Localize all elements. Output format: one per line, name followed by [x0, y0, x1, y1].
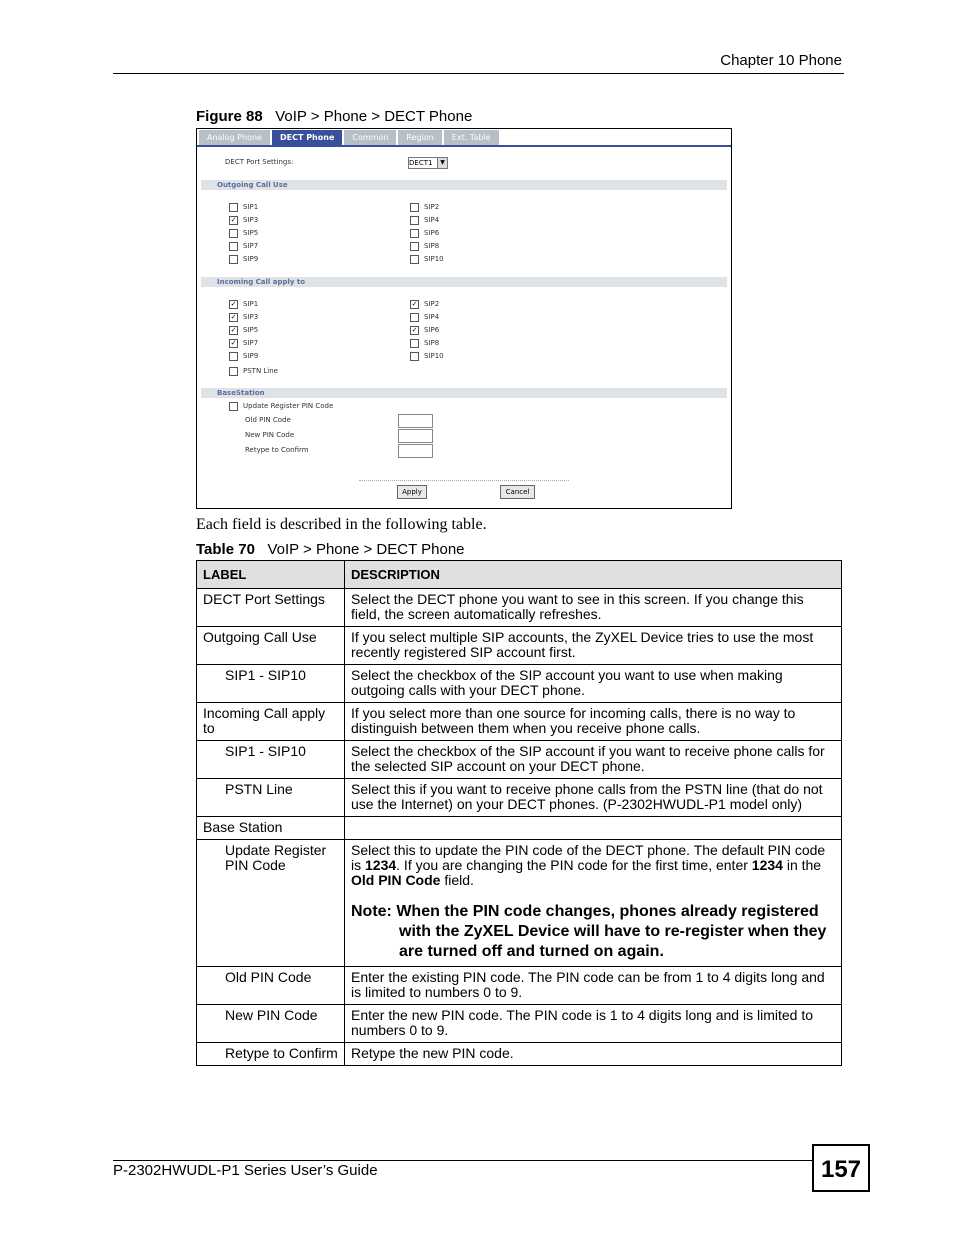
header-label: LABEL: [197, 561, 345, 589]
basestation-section-title: BaseStation: [217, 389, 265, 397]
incoming-checkbox-sip4[interactable]: [410, 313, 419, 322]
outgoing-label-sip4: SIP4: [424, 216, 440, 224]
incoming-checkbox-sip8[interactable]: [410, 339, 419, 348]
update-pin-label: Update Register PIN Code: [243, 402, 334, 410]
incoming-label-sip2: SIP2: [424, 300, 440, 308]
old-pin-label: Old PIN Code: [245, 416, 291, 424]
incoming-checkbox-sip6[interactable]: ✓: [411, 326, 418, 334]
incoming-label-sip7: SIP7: [243, 339, 259, 347]
incoming-section-title: Incoming Call apply to: [217, 278, 306, 286]
row-label: Outgoing Call Use: [197, 627, 345, 665]
outgoing-checkbox-sip8[interactable]: [410, 242, 419, 251]
outgoing-checkbox-sip10[interactable]: [410, 255, 419, 264]
guide-title: P-2302HWUDL-P1 Series User’s Guide: [113, 1162, 378, 1179]
row-label: Old PIN Code: [197, 967, 345, 1005]
outgoing-label-sip5: SIP5: [243, 229, 259, 237]
outgoing-checkbox-sip7[interactable]: [229, 242, 238, 251]
row-description: Select the DECT phone you want to see in this screen. If you change this field, the screen automatically refreshes.: [345, 589, 842, 627]
incoming-checkbox-sip7[interactable]: ✓: [230, 339, 237, 347]
table-label: Table 70: [196, 541, 255, 558]
tab-ext-table[interactable]: Ext. Table: [444, 130, 499, 145]
button-divider: [359, 480, 569, 481]
outgoing-checkbox-sip2[interactable]: [410, 203, 419, 212]
row-description: [345, 817, 842, 840]
row-description: If you select more than one source for incoming calls, there is no way to distinguish between them when you receive phone calls.: [345, 703, 842, 741]
incoming-label-sip10: SIP10: [424, 352, 444, 360]
intro-text: Each field is described in the following table.: [196, 516, 487, 533]
row-description: Retype the new PIN code.: [345, 1043, 842, 1066]
pin-change-note: Note: When the PIN code changes, phones already registered with the ZyXEL Device will have to re-register when they are turned off and turned on again.: [351, 903, 827, 960]
dect-port-value: DECT1: [409, 159, 433, 167]
row-label: Retype to Confirm: [197, 1043, 345, 1066]
table-row: [197, 665, 842, 703]
incoming-checkbox-sip9[interactable]: [229, 352, 238, 361]
incoming-label-sip6: SIP6: [424, 326, 440, 334]
incoming-label-sip4: SIP4: [424, 313, 440, 321]
outgoing-checkbox-sip3[interactable]: ✓: [230, 216, 237, 224]
dect-phone-screenshot: [196, 128, 732, 509]
dect-port-select[interactable]: [408, 157, 448, 169]
tab-analog-phone[interactable]: Analog Phone: [199, 130, 270, 145]
row-label: Update Register PIN Code: [197, 840, 345, 967]
outgoing-label-sip6: SIP6: [424, 229, 440, 237]
table-row: [197, 741, 842, 779]
table-row: [197, 589, 842, 627]
incoming-checkbox-sip5[interactable]: ✓: [230, 326, 237, 334]
cancel-button[interactable]: Cancel: [500, 485, 535, 499]
outgoing-checkbox-sip1[interactable]: [229, 203, 238, 212]
header-description: DESCRIPTION: [345, 561, 842, 589]
outgoing-label-sip3: SIP3: [243, 216, 259, 224]
table-row: [197, 779, 842, 817]
row-description: Select the checkbox of the SIP account you want to use when making outgoing calls with your DECT phone.: [345, 665, 842, 703]
table-row: [197, 840, 842, 967]
header-rule: [113, 73, 844, 74]
pstn-line-checkbox[interactable]: [229, 367, 238, 376]
table-row: [197, 703, 842, 741]
pstn-line-label: PSTN Line: [243, 367, 278, 375]
tab-dect-phone[interactable]: DECT Phone: [272, 130, 342, 145]
outgoing-label-sip1: SIP1: [243, 203, 259, 211]
table-caption: [196, 541, 465, 558]
description-table: [196, 560, 842, 1066]
row-label: Base Station: [197, 817, 345, 840]
figure-label: Figure 88: [196, 108, 263, 125]
incoming-label-sip8: SIP8: [424, 339, 440, 347]
figure-title: VoIP > Phone > DECT Phone: [275, 108, 473, 125]
update-pin-checkbox[interactable]: [229, 402, 238, 411]
outgoing-checkbox-sip9[interactable]: [229, 255, 238, 264]
incoming-label-sip3: SIP3: [243, 313, 259, 321]
row-label: Incoming Call apply to: [197, 703, 345, 741]
new-pin-label: New PIN Code: [245, 431, 295, 439]
outgoing-label-sip2: SIP2: [424, 203, 440, 211]
table-row: [197, 817, 842, 840]
outgoing-checkbox-sip4[interactable]: [410, 216, 419, 225]
incoming-checkbox-sip3[interactable]: ✓: [230, 313, 237, 321]
row-description: [345, 840, 842, 967]
table-header-row: [197, 561, 842, 589]
row-label: New PIN Code: [197, 1005, 345, 1043]
table-row: [197, 1005, 842, 1043]
chevron-down-icon: ▼: [437, 158, 447, 168]
row-description: If you select multiple SIP accounts, the ZyXEL Device tries to use the most recently registered SIP account first.: [345, 627, 842, 665]
page-number: 157: [812, 1144, 870, 1192]
outgoing-label-sip10: SIP10: [424, 255, 444, 263]
tab-underline: [197, 145, 731, 147]
table-row: [197, 1043, 842, 1066]
row-label: DECT Port Settings: [197, 589, 345, 627]
chapter-title: Chapter 10 Phone: [720, 52, 842, 69]
incoming-label-sip5: SIP5: [243, 326, 259, 334]
table-row: [197, 967, 842, 1005]
incoming-checkbox-sip10[interactable]: [410, 352, 419, 361]
incoming-label-sip9: SIP9: [243, 352, 259, 360]
row-label: SIP1 - SIP10: [197, 665, 345, 703]
new-pin-input[interactable]: [398, 429, 433, 443]
figure-caption: [196, 108, 472, 125]
outgoing-section-bar: [201, 180, 727, 190]
table-title: VoIP > Phone > DECT Phone: [267, 541, 465, 558]
footer-rule: [113, 1160, 812, 1161]
outgoing-label-sip9: SIP9: [243, 255, 259, 263]
row-description: Enter the new PIN code. The PIN code is 1 to 4 digits long and is limited to numbers 0 to 9.: [345, 1005, 842, 1043]
incoming-checkbox-sip1[interactable]: ✓: [230, 300, 237, 308]
row-description: Enter the existing PIN code. The PIN code can be from 1 to 4 digits long and is limited to numbers 0 to 9.: [345, 967, 842, 1005]
dect-port-label: DECT Port Settings:: [225, 158, 294, 166]
outgoing-checkbox-sip5[interactable]: [229, 229, 238, 238]
row-description: Select the checkbox of the SIP account if you want to receive phone calls for the selected SIP account on your DECT phone.: [345, 741, 842, 779]
incoming-section-bar: [201, 277, 727, 287]
retype-pin-input[interactable]: [398, 444, 433, 458]
outgoing-checkbox-sip6[interactable]: [410, 229, 419, 238]
row-label: SIP1 - SIP10: [197, 741, 345, 779]
update-pin-description: Select this to update the PIN code of the DECT phone. The default PIN code is 1234. If you are changing the PIN code for the first time, enter 1234 in the Old PIN Code field.: [351, 842, 826, 888]
incoming-label-sip1: SIP1: [243, 300, 259, 308]
old-pin-input[interactable]: [398, 414, 433, 428]
row-description: Select this if you want to receive phone calls from the PSTN line (that do not use the Internet) on your DECT phones. (P-2302HWUDL-P1 model only): [345, 779, 842, 817]
apply-button[interactable]: Apply: [397, 485, 427, 499]
outgoing-label-sip8: SIP8: [424, 242, 440, 250]
basestation-section-bar: [201, 388, 727, 398]
tab-region[interactable]: Region: [398, 130, 441, 145]
tab-bar: [199, 130, 501, 145]
table-row: [197, 627, 842, 665]
row-label: PSTN Line: [197, 779, 345, 817]
tab-common[interactable]: Common: [344, 130, 396, 145]
outgoing-section-title: Outgoing Call Use: [217, 181, 288, 189]
retype-pin-label: Retype to Confirm: [245, 446, 309, 454]
outgoing-label-sip7: SIP7: [243, 242, 259, 250]
incoming-checkbox-sip2[interactable]: ✓: [411, 300, 418, 308]
